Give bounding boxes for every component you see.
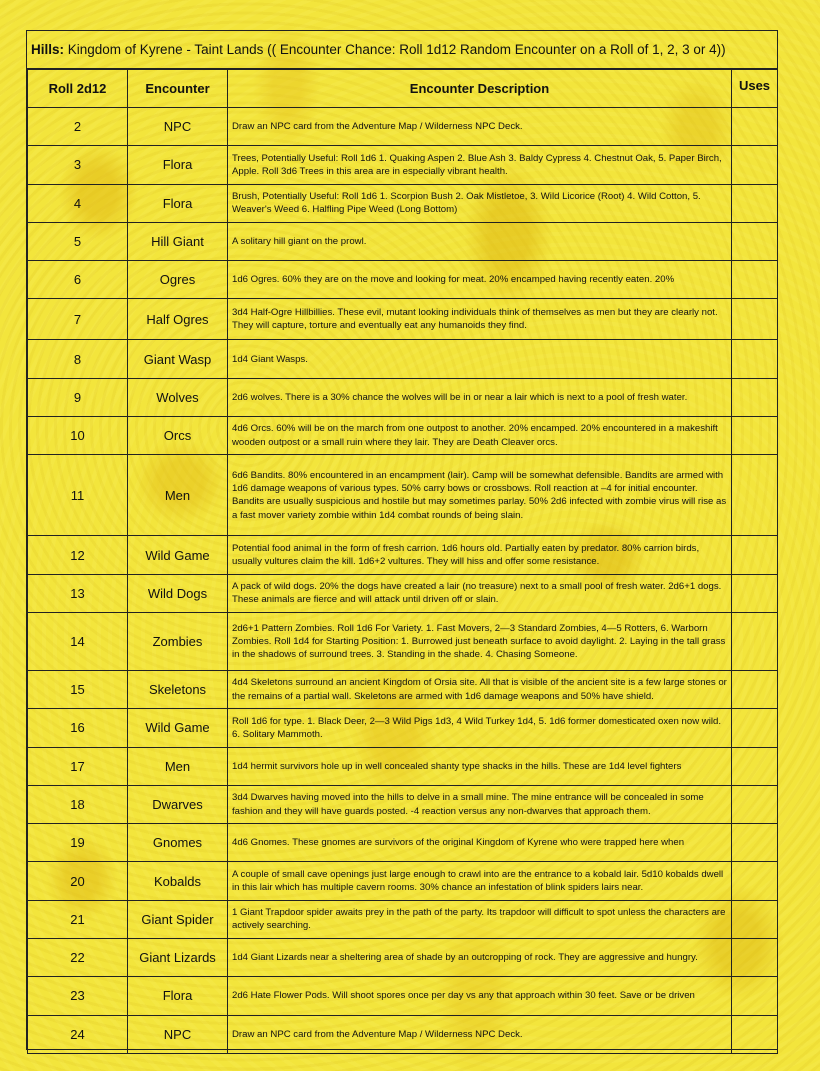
roll-cell: 12 — [28, 536, 128, 574]
table-row — [28, 670, 778, 708]
roll-cell: 10 — [28, 417, 128, 455]
description-cell: 2d6 wolves. There is a 30% chance the wolves will be in or near a lair which is next to a pool of fresh water. — [228, 378, 732, 416]
description-cell: 2d6 Hate Flower Pods. Will shoot spores once per day vs any that approach within 30 feet. Save or be driven — [228, 977, 732, 1015]
description-cell: 3d4 Half-Ogre Hillbillies. These evil, mutant looking individuals think of themselves as men but they are clearly not. They will capture, torture and eventually eat any humanoids they find. — [228, 299, 732, 340]
table-row — [28, 299, 778, 340]
description-cell: A solitary hill giant on the prowl. — [228, 222, 732, 260]
encounter-cell: Flora — [128, 184, 228, 222]
encounter-cell: Skeletons — [128, 670, 228, 708]
encounter-cell: Half Ogres — [128, 299, 228, 340]
uses-cell — [732, 900, 778, 938]
uses-cell — [732, 574, 778, 612]
encounter-cell: Gnomes — [128, 824, 228, 862]
table-row — [28, 747, 778, 785]
description-cell: A couple of small cave openings just large enough to crawl into are the entrance to a kobald lair. 5d10 kobalds dwell in this lair which has multiple cavern rooms. 30% chance an infestation of blink spiders lairs near. — [228, 862, 732, 900]
table-row — [28, 261, 778, 299]
description-cell: Trees, Potentially Useful: Roll 1d6 1. Quaking Aspen 2. Blue Ash 3. Baldy Cypress 4. Chestnut Oak, 5. Paper Birch, Apple. Roll 3d6 Trees in this area are in especially vibrant health. — [228, 146, 732, 184]
table-row — [28, 900, 778, 938]
description-cell: 2d6+1 Pattern Zombies. Roll 1d6 For Variety. 1. Fast Movers, 2—3 Standard Zombies, 4—5 Rotters, 6. Warborn Zombies. Roll 1d4 for Starting Position: 1. Burrowed just beneath surface to avoid daylight. 2. Laying in the tall grass in the shadows of surround trees. 3. Standing in the shade. 4. Chasing Someone. — [228, 612, 732, 670]
table-row — [28, 536, 778, 574]
roll-cell: 24 — [28, 1015, 128, 1053]
roll-cell: 14 — [28, 612, 128, 670]
table-row — [28, 108, 778, 146]
uses-cell — [732, 670, 778, 708]
encounter-cell: NPC — [128, 1015, 228, 1053]
table-row — [28, 939, 778, 977]
roll-cell: 23 — [28, 977, 128, 1015]
encounter-table — [27, 69, 778, 1054]
encounter-cell: Dwarves — [128, 785, 228, 823]
description-cell: 1d6 Ogres. 60% they are on the move and looking for meat. 20% encamped having recently eaten. 20% — [228, 261, 732, 299]
uses-cell — [732, 536, 778, 574]
roll-cell: 5 — [28, 222, 128, 260]
roll-cell: 11 — [28, 455, 128, 536]
uses-cell — [732, 824, 778, 862]
uses-cell — [732, 299, 778, 340]
encounter-cell: Flora — [128, 977, 228, 1015]
table-row — [28, 862, 778, 900]
uses-cell — [732, 747, 778, 785]
column-header-description: Encounter Description — [228, 70, 732, 108]
title-text: Kingdom of Kyrene - Taint Lands (( Encounter Chance: Roll 1d12 Random Encounter on a Roll of 1, 2, 3 or 4)) — [64, 42, 726, 57]
encounter-cell: Giant Spider — [128, 900, 228, 938]
encounter-cell: Orcs — [128, 417, 228, 455]
roll-cell: 18 — [28, 785, 128, 823]
encounter-cell: NPC — [128, 108, 228, 146]
table-title — [27, 31, 777, 69]
description-cell: Potential food animal in the form of fresh carrion. 1d6 hours old. Partially eaten by predator. 80% carrion birds, usually vultures claim the kill. 1d6+2 vultures. They will hiss and offer some resistance. — [228, 536, 732, 574]
uses-cell — [732, 862, 778, 900]
encounter-cell: Wild Game — [128, 709, 228, 747]
description-cell: Draw an NPC card from the Adventure Map / Wilderness NPC Deck. — [228, 1015, 732, 1053]
table-row — [28, 417, 778, 455]
encounter-cell: Flora — [128, 146, 228, 184]
table-row — [28, 977, 778, 1015]
description-cell: Brush, Potentially Useful: Roll 1d6 1. Scorpion Bush 2. Oak Mistletoe, 3. Wild Licorice (Root) 4. Wild Cotton, 5. Weaver's Weed 6. Halfling Pipe Weed (Long Bottom) — [228, 184, 732, 222]
encounter-cell: Wolves — [128, 378, 228, 416]
description-cell: Draw an NPC card from the Adventure Map / Wilderness NPC Deck. — [228, 108, 732, 146]
roll-cell: 20 — [28, 862, 128, 900]
table-row — [28, 222, 778, 260]
description-cell: Roll 1d6 for type. 1. Black Deer, 2—3 Wild Pigs 1d3, 4 Wild Turkey 1d4, 5. 1d6 former domesticated oxen now wild. 6. Solitary Mammoth. — [228, 709, 732, 747]
roll-cell: 21 — [28, 900, 128, 938]
table-row — [28, 146, 778, 184]
table-row — [28, 378, 778, 416]
encounter-cell: Zombies — [128, 612, 228, 670]
uses-cell — [732, 261, 778, 299]
uses-cell — [732, 455, 778, 536]
encounter-cell: Wild Game — [128, 536, 228, 574]
description-cell: 1 Giant Trapdoor spider awaits prey in the path of the party. Its trapdoor will difficult to spot unless the characters are actively searching. — [228, 900, 732, 938]
uses-cell — [732, 340, 778, 378]
roll-cell: 13 — [28, 574, 128, 612]
description-cell: 4d6 Orcs. 60% will be on the march from one outpost to another. 20% encamped. 20% encountered in a makeshift wooden outpost or a small ruin where they lair. They are Death Cleaver orcs. — [228, 417, 732, 455]
description-cell: 1d4 Giant Lizards near a sheltering area of shade by an outcropping of rock. They are aggressive and hungry. — [228, 939, 732, 977]
roll-cell: 9 — [28, 378, 128, 416]
uses-cell — [732, 939, 778, 977]
uses-cell — [732, 108, 778, 146]
roll-cell: 2 — [28, 108, 128, 146]
description-cell: 6d6 Bandits. 80% encountered in an encampment (lair). Camp will be somewhat defensible. Bandits are armed with 1d6 damage weapons of various types. 50% carry bows or crossbows. Roll reaction at –4 for initial encounter. Bandits are usually suspicious and hostile but may sometimes parlay. 50% 2d6 infected with zombie virus will rise as a fast mover variety zombie within 1d4 combat rounds of being slain. — [228, 455, 732, 536]
roll-cell: 7 — [28, 299, 128, 340]
encounter-cell: Giant Lizards — [128, 939, 228, 977]
roll-cell: 3 — [28, 146, 128, 184]
description-cell: 1d4 Giant Wasps. — [228, 340, 732, 378]
roll-cell: 16 — [28, 709, 128, 747]
column-header-encounter: Encounter — [128, 70, 228, 108]
table-row — [28, 785, 778, 823]
table-row — [28, 824, 778, 862]
encounter-table-sheet — [26, 30, 778, 1050]
roll-cell: 22 — [28, 939, 128, 977]
encounter-cell: Ogres — [128, 261, 228, 299]
table-row — [28, 455, 778, 536]
uses-cell — [732, 1015, 778, 1053]
column-header-roll: Roll 2d12 — [28, 70, 128, 108]
encounter-cell: Giant Wasp — [128, 340, 228, 378]
description-cell: A pack of wild dogs. 20% the dogs have created a lair (no treasure) next to a small pool of fresh water. 2d6+1 dogs. These animals are fierce and will attack until driven off or slain. — [228, 574, 732, 612]
uses-cell — [732, 378, 778, 416]
roll-cell: 4 — [28, 184, 128, 222]
uses-cell — [732, 785, 778, 823]
encounter-cell: Wild Dogs — [128, 574, 228, 612]
table-row — [28, 1015, 778, 1053]
description-cell: 4d6 Gnomes. These gnomes are survivors of the original Kingdom of Kyrene who were trapped here when — [228, 824, 732, 862]
region-label: Hills: — [31, 42, 65, 57]
table-row — [28, 184, 778, 222]
description-cell: 1d4 hermit survivors hole up in well concealed shanty type shacks in the hills. These are 1d4 level fighters — [228, 747, 732, 785]
table-row — [28, 574, 778, 612]
table-row — [28, 709, 778, 747]
encounter-cell: Hill Giant — [128, 222, 228, 260]
uses-cell — [732, 709, 778, 747]
column-header-uses: Uses — [732, 70, 778, 108]
uses-cell — [732, 612, 778, 670]
table-row — [28, 340, 778, 378]
roll-cell: 8 — [28, 340, 128, 378]
roll-cell: 17 — [28, 747, 128, 785]
uses-cell — [732, 977, 778, 1015]
encounter-cell: Men — [128, 747, 228, 785]
uses-cell — [732, 222, 778, 260]
header-row — [28, 70, 778, 108]
roll-cell: 15 — [28, 670, 128, 708]
uses-cell — [732, 146, 778, 184]
roll-cell: 19 — [28, 824, 128, 862]
table-row — [28, 612, 778, 670]
encounter-cell: Kobalds — [128, 862, 228, 900]
description-cell: 4d4 Skeletons surround an ancient Kingdom of Orsia site. All that is visible of the ancient site is a few large stones or the remains of a partial wall. Skeletons are armed with 1d6 damage weapons and 50% have shield. — [228, 670, 732, 708]
description-cell: 3d4 Dwarves having moved into the hills to delve in a small mine. The mine entrance will be concealed in some fashion and they will have guards posted. -4 reaction versus any non-dwarves that approach them. — [228, 785, 732, 823]
encounter-cell: Men — [128, 455, 228, 536]
roll-cell: 6 — [28, 261, 128, 299]
uses-cell — [732, 184, 778, 222]
uses-cell — [732, 417, 778, 455]
